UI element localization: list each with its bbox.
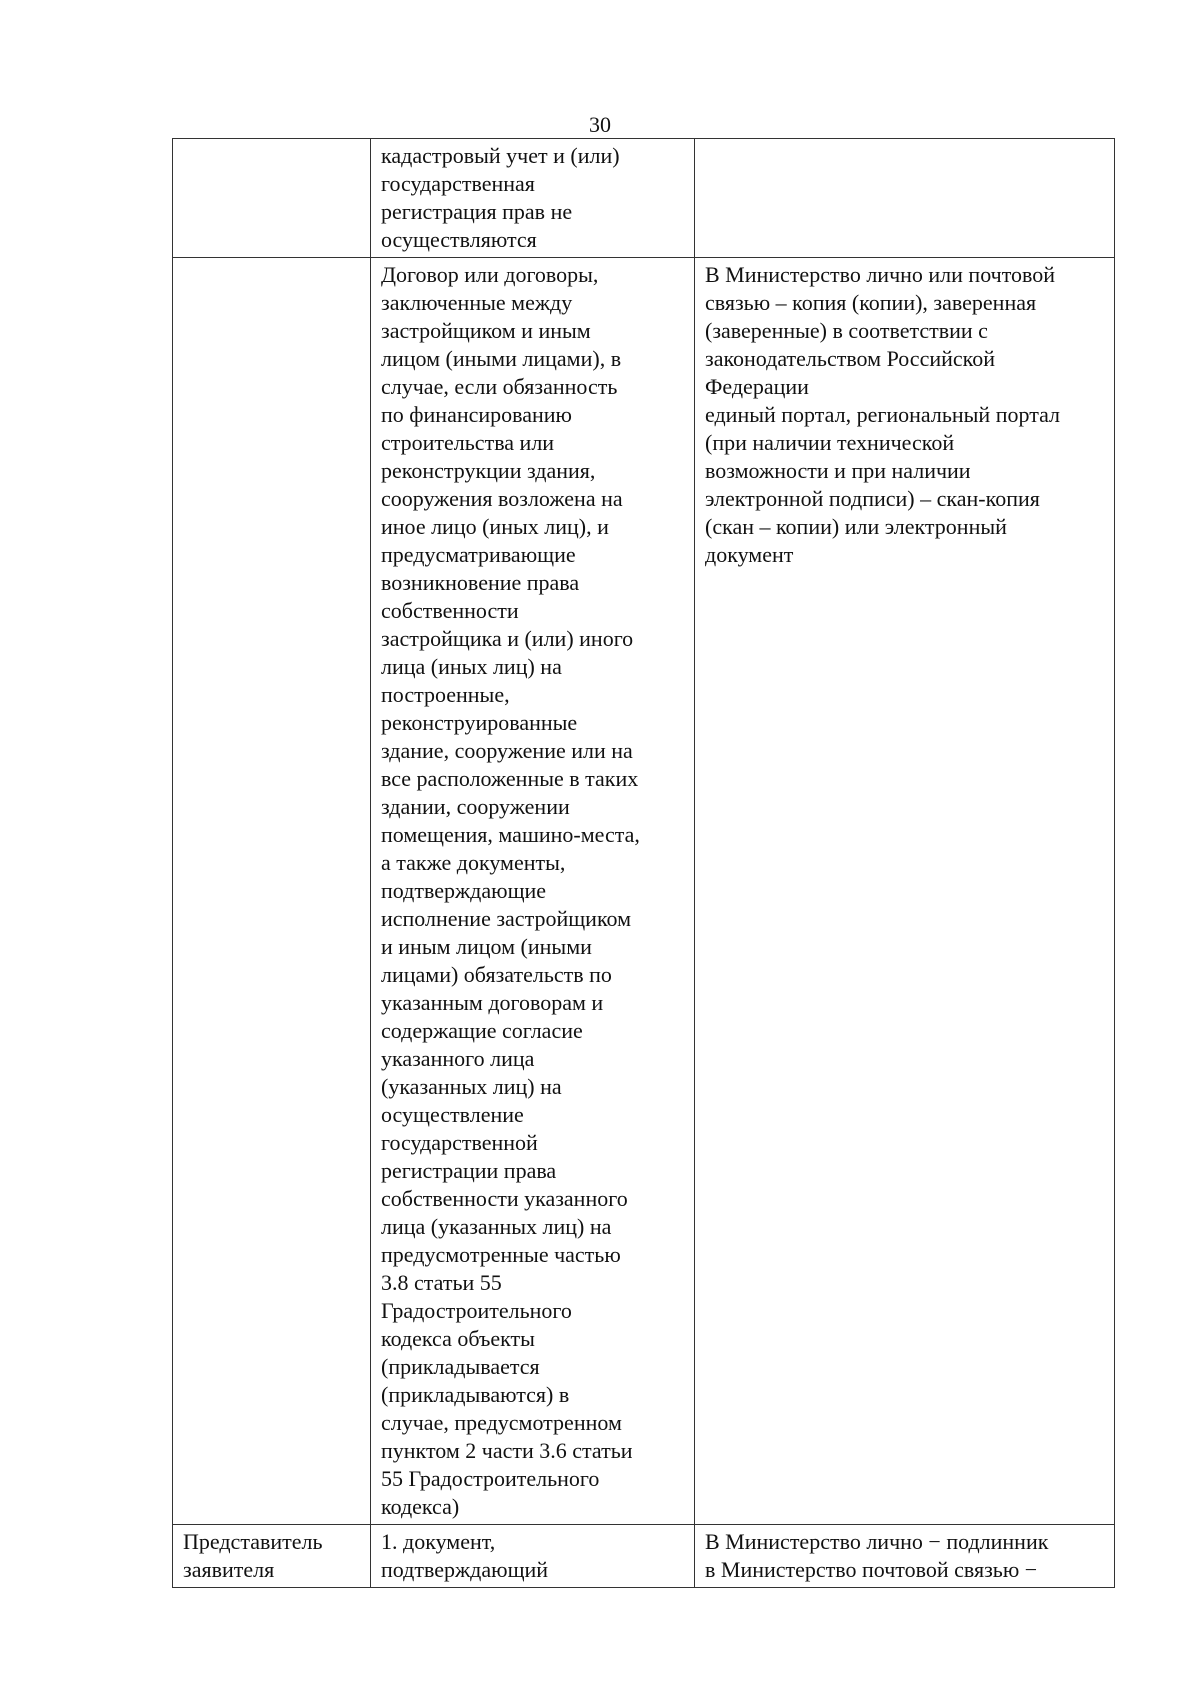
applicant-cell xyxy=(173,139,371,258)
table-row xyxy=(173,1525,1115,1588)
applicant-text: Представитель заявителя xyxy=(183,1529,323,1582)
document-text: Договор или договоры, заключенные между застройщиком и иным лицом (иными лицами), в случае, если обязанность по финансированию строительства или реконструкции здания, сооружения возложена на иное лицо (иных лиц), и предусматривающие возникновение права собственности застройщика и (или) иного лица (иных лиц) на построенные, реконструированные здание, сооружение или на все расположенные в таких здании, сооружении помещения, машино-места, а также документы, подтверждающие исполнение застройщиком и иным лицом (иными лицами) обязательств по указанным договорам и содержащие согласие указанного лица (указанных лиц) на осуществление государственной регистрации права собственности указанного лица (указанных лиц) на предусмотренные частью 3.8 статьи 55 Градостроительного кодекса объекты (прикладывается (прикладываются) в случае, предусмотренном пунктом 2 части 3.6 статьи 55 Градостроительного кодекса) xyxy=(381,262,640,1519)
method-text: В Министерство лично − подлинник в Министерство почтовой связью − xyxy=(705,1529,1049,1582)
page-number: 30 xyxy=(589,112,611,137)
table-row xyxy=(173,139,1115,258)
document-cell xyxy=(371,139,695,258)
method-cell xyxy=(695,139,1115,258)
method-cell xyxy=(695,258,1115,1525)
applicant-cell xyxy=(173,258,371,1525)
table-row xyxy=(173,258,1115,1525)
method-text: В Министерство лично или почтовой связью – копия (копии), заверенная (заверенные) в соответствии с законодательством Российской Федерации единый портал, региональный портал (при наличии технической возможности и при наличии электронной подписи) – скан-копия (скан – копии) или электронный документ xyxy=(705,262,1061,567)
method-cell xyxy=(695,1525,1115,1588)
requirements-table xyxy=(172,138,1115,1588)
document-text: кадастровый учет и (или) государственная регистрация прав не осуществляются xyxy=(381,143,620,252)
document-cell xyxy=(371,1525,695,1588)
applicant-cell xyxy=(173,1525,371,1588)
document-cell xyxy=(371,258,695,1525)
document-text: 1. документ, подтверждающий xyxy=(381,1529,549,1582)
